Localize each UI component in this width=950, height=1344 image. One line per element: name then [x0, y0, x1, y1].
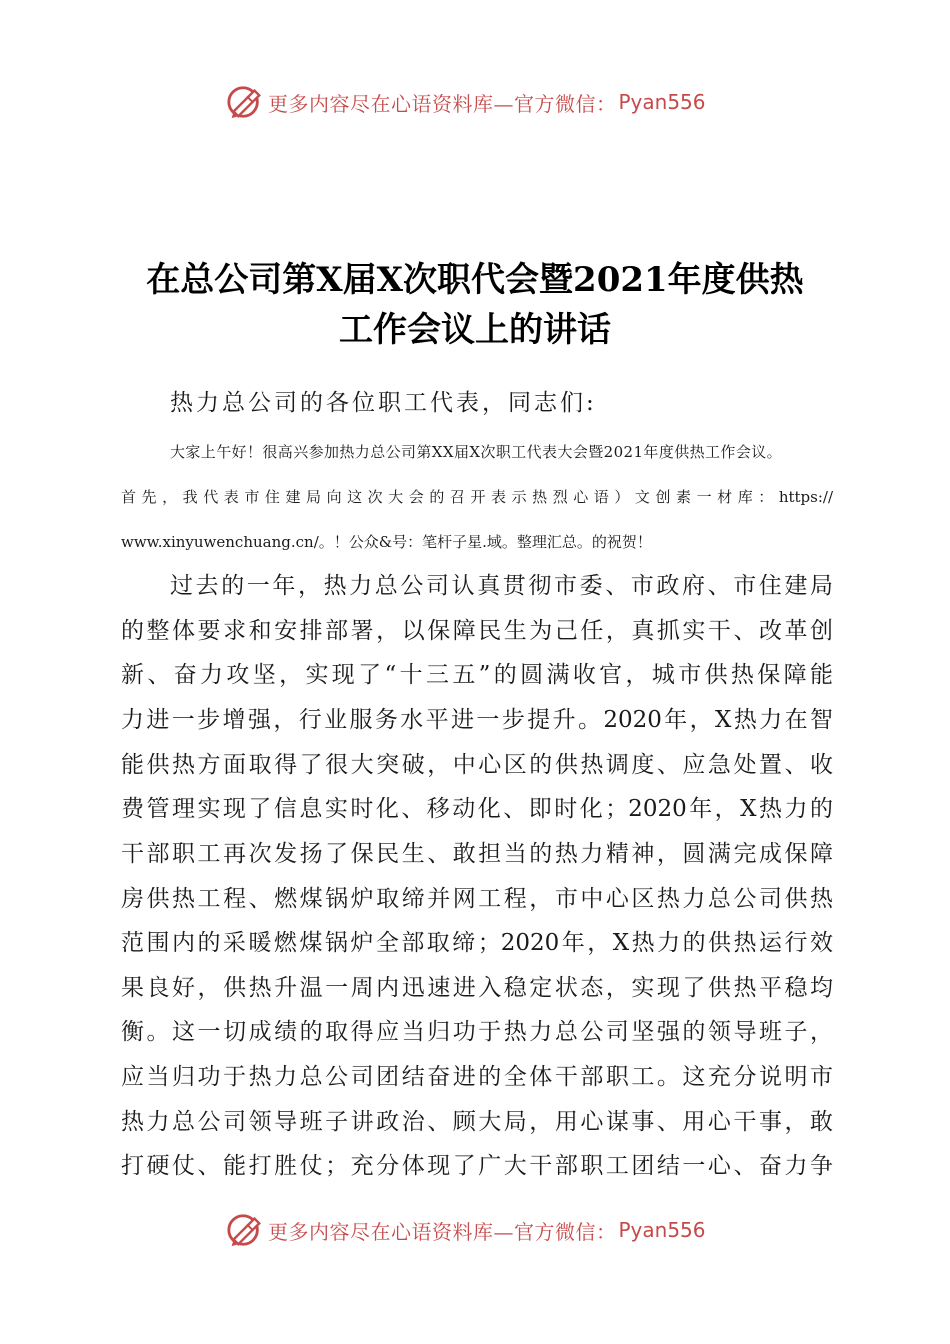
body-line: 干部职工再次发扬了保民生、敢担当的热力精神，圆满完成保障	[121, 841, 833, 867]
banner-text: 更多内容尽在心语资料库—官方微信：	[268, 1219, 617, 1244]
footer-banner	[226, 1210, 706, 1250]
banner-wechat-id: Pyan556	[618, 90, 706, 114]
body-line: 果良好，供热升温一周内迅速进入稳定状态，实现了供热平稳均	[121, 975, 833, 1001]
intro-line: www.xinyuwenchuang.cn/。！公众&号：笔杆子星.域。整理汇总。的祝贺！	[121, 533, 652, 551]
banner-text: 更多内容尽在心语资料库—官方微信：	[268, 91, 617, 116]
body-line: 的整体要求和安排部署，以保障民生为己任，真抓实干、改革创	[121, 618, 833, 644]
body-line: 新、奋力攻坚，实现了“十三五”的圆满收官，城市供热保障能	[121, 662, 833, 688]
title-line-2: 工作会议上的讲话	[339, 310, 611, 350]
title-line-1: 在总公司第X届X次职代会暨2021年度供热	[146, 260, 804, 300]
header-banner	[226, 82, 706, 122]
intro-line: 大家上午好！很高兴参加热力总公司第XX届X次职工代表大会暨2021年度供热工作会议。	[170, 443, 783, 461]
pen-logo-icon	[226, 83, 264, 121]
body-line: 过去的一年，热力总公司认真贯彻市委、市政府、市住建局	[170, 573, 833, 599]
intro-line: 首先，我代表市住建局向这次大会的召开表示热烈心语）文创素一材库：https://	[121, 488, 833, 506]
body-line: 热力总公司领导班子讲政治、顾大局，用心谋事、用心干事，敢	[121, 1109, 833, 1135]
body-line: 应当归功于热力总公司团结奋进的全体干部职工。这充分说明市	[121, 1064, 833, 1090]
body-line: 打硬仗、能打胜仗；充分体现了广大干部职工团结一心、奋力争	[121, 1153, 833, 1179]
body-line: 费管理实现了信息实时化、移动化、即时化；2020年，X热力的	[121, 796, 833, 822]
body-line: 力进一步增强，行业服务水平进一步提升。2020年，X热力在智	[121, 707, 833, 733]
body-line: 衡。这一切成绩的取得应当归功于热力总公司坚强的领导班子，	[121, 1019, 833, 1045]
greeting: 热力总公司的各位职工代表，同志们:	[170, 390, 597, 416]
body-line: 房供热工程、燃煤锅炉取缔并网工程，市中心区热力总公司供热	[121, 886, 833, 912]
body-line: 范围内的采暖燃煤锅炉全部取缔；2020年，X热力的供热运行效	[121, 930, 833, 956]
pen-logo-icon	[226, 1211, 264, 1249]
banner-wechat-id: Pyan556	[618, 1218, 706, 1242]
body-line: 能供热方面取得了很大突破，中心区的供热调度、应急处置、收	[121, 752, 833, 778]
